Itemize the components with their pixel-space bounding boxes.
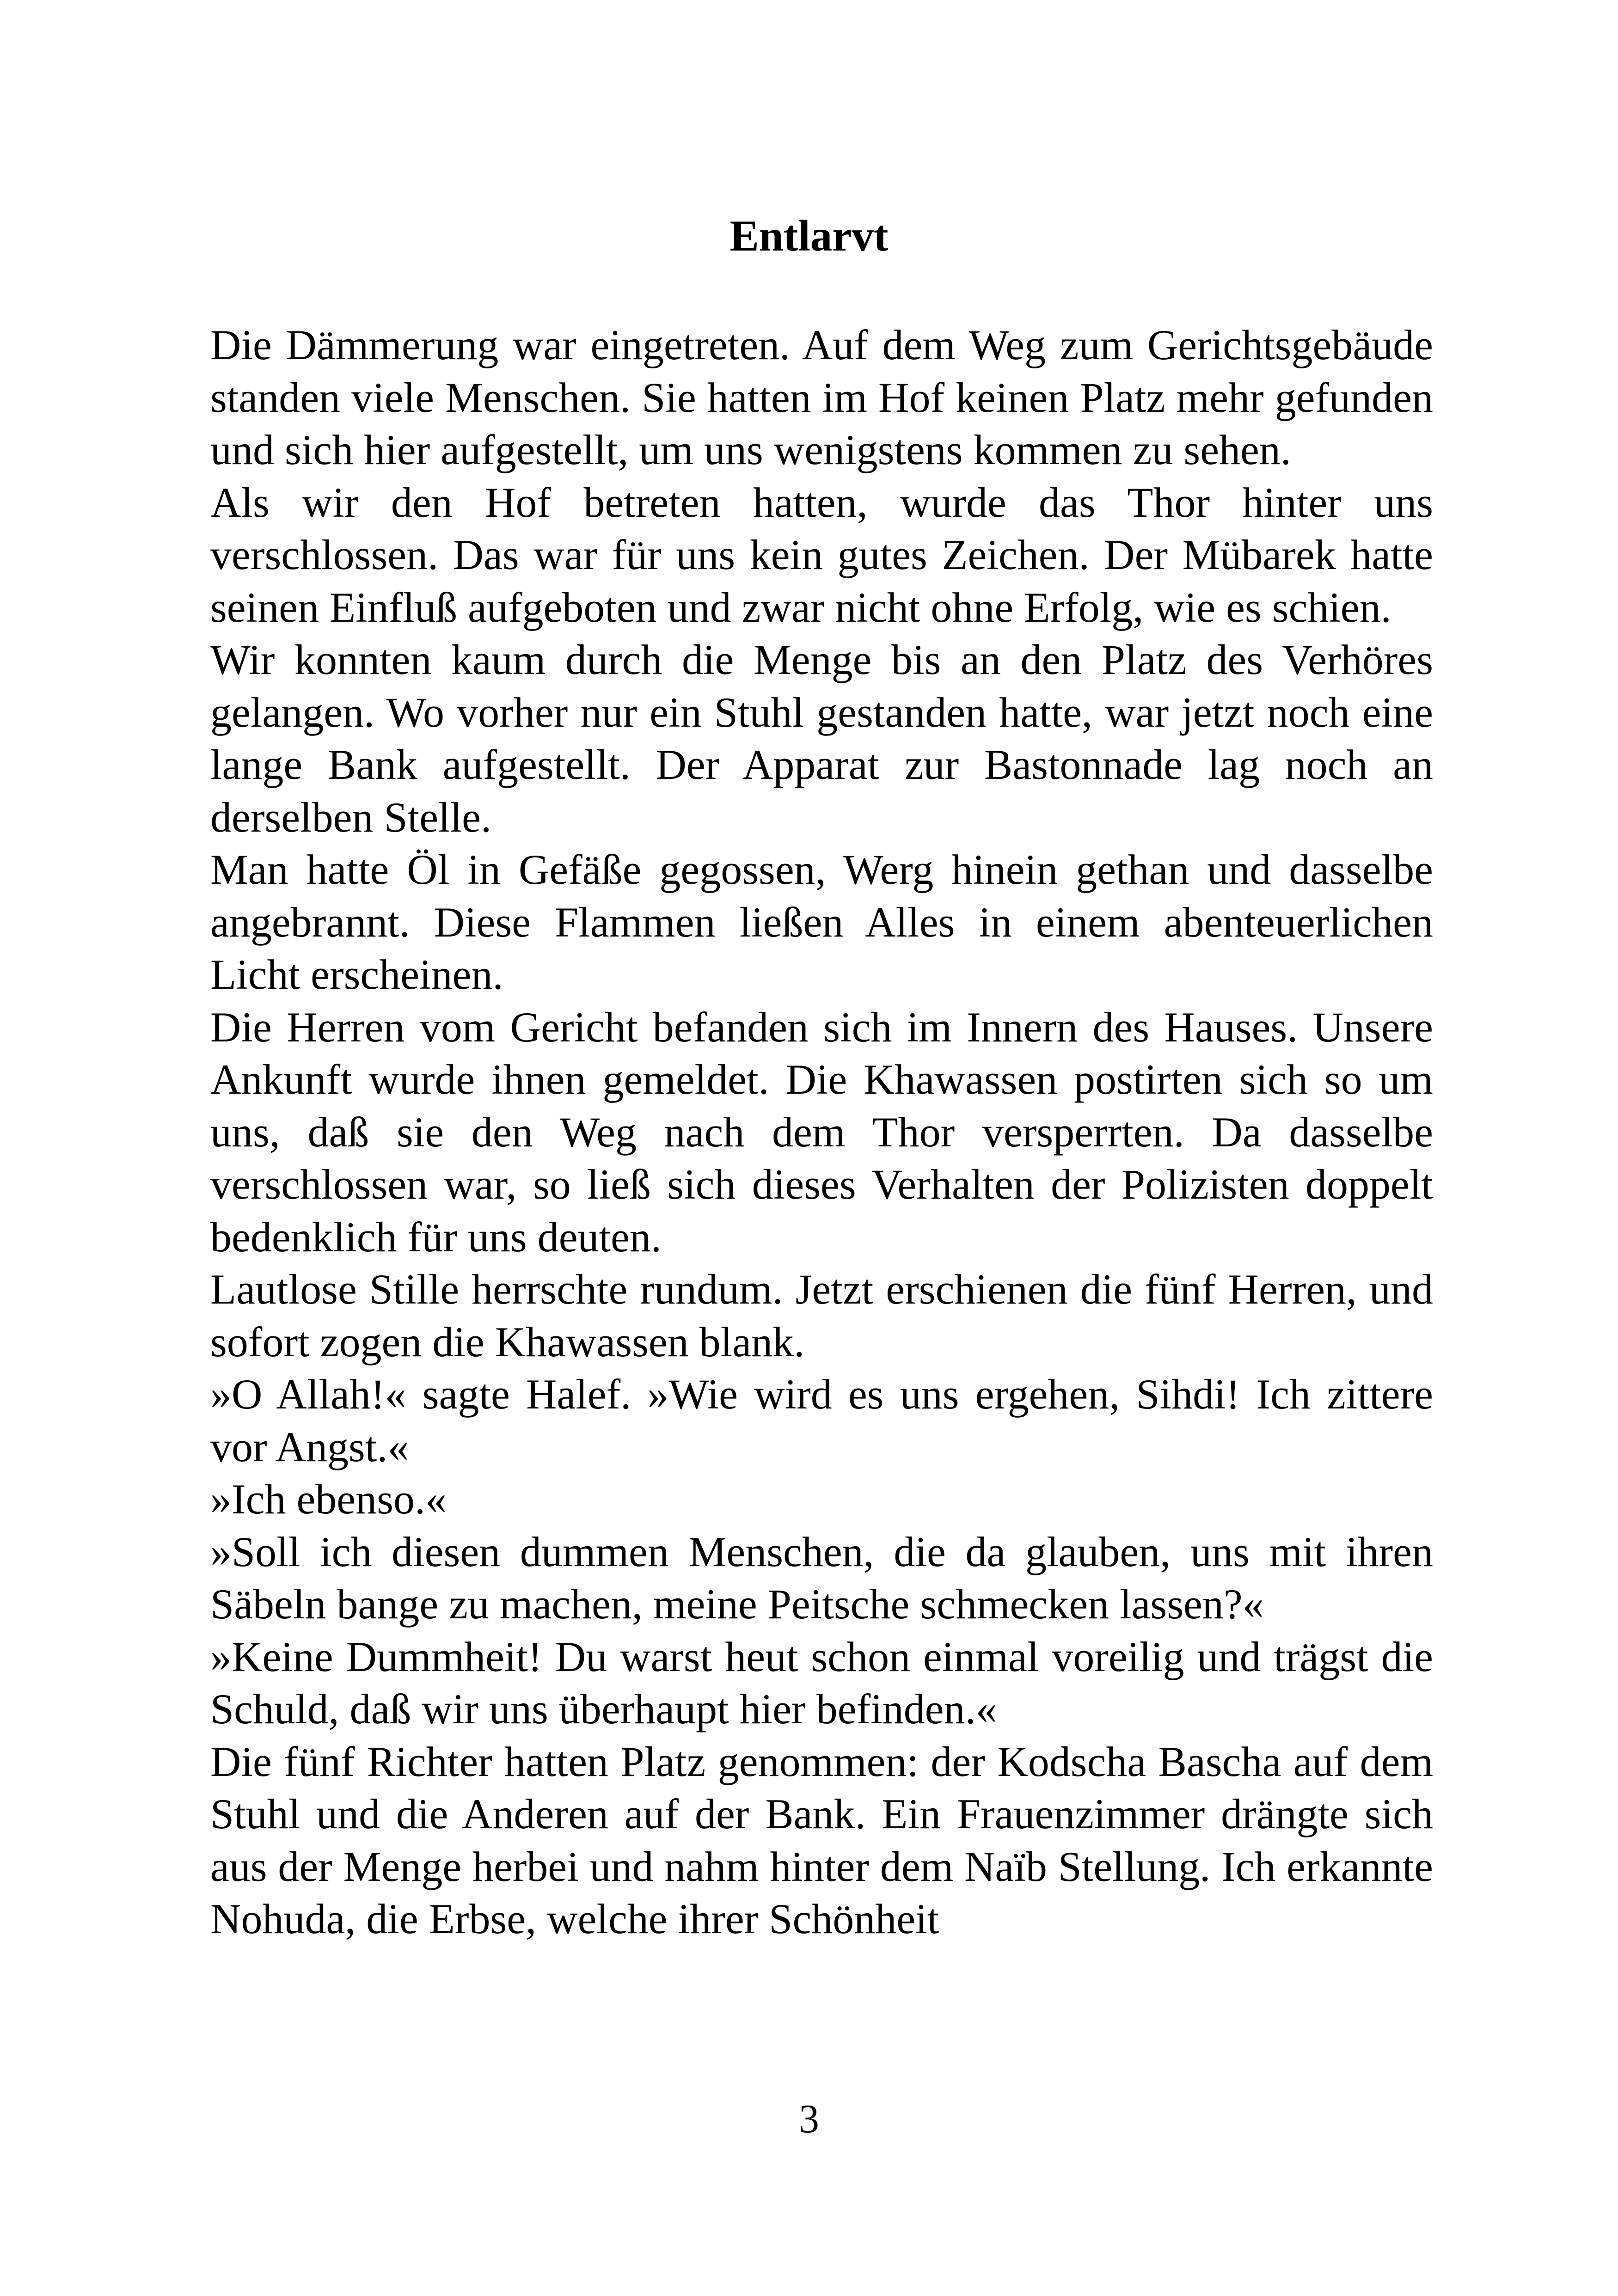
body-text — [210, 319, 1433, 1946]
paragraph: Als wir den Hof betreten hatten, wurde das Thor hinter uns verschlossen. Das war für uns kein gutes Zeichen. Der Mübarek hatte seinen Einfluß aufgeboten und zwar nicht ohne Erfolg, wie es schien. — [210, 478, 1433, 631]
page-number: 3 — [799, 2097, 819, 2142]
paragraph: Die Herren vom Gericht befanden sich im Innern des Hauses. Unsere Ankunft wurde ihnen gemeldet. Die Khawassen postirten sich so um uns, daß sie den Weg nach dem Thor versperrten. Da dasselbe verschlossen war, so ließ sich dieses Verhalten der Polizisten doppelt bedenklich für uns deuten. — [210, 1003, 1433, 1261]
paragraph: Man hatte Öl in Gefäße gegossen, Werg hinein gethan und dasselbe angebrannt. Diese Flammen ließen Alles in einem abenteuerlichen Licht erscheinen. — [210, 846, 1433, 998]
paragraph: Wir konnten kaum durch die Menge bis an den Platz des Verhöres gelangen. Wo vorher nur ein Stuhl gestanden hatte, war jetzt noch eine lange Bank aufgestellt. Der Apparat zur Bastonnade lag noch an derselben Stelle. — [210, 636, 1433, 841]
dialogue-paragraph: »Soll ich diesen dummen Menschen, die da glauben, uns mit ihren Säbeln bange zu machen, meine Peitsche schmecken lassen?« — [210, 1528, 1433, 1628]
paragraph: Die Dämmerung war eingetreten. Auf dem Weg zum Gerichtsgebäude standen viele Menschen. Sie hatten im Hof keinen Platz mehr gefunden und sich hier aufgestellt, um uns wenigstens kommen zu sehen. — [210, 321, 1433, 473]
dialogue-paragraph: »Ich ebenso.« — [210, 1476, 447, 1523]
dialogue-paragraph: »O Allah!« sagte Halef. »Wie wird es uns ergehen, Sihdi! Ich zittere vor Angst.« — [210, 1371, 1433, 1470]
paragraph: Lautlose Stille herrschte rundum. Jetzt erschienen die fünf Herren, und sofort zogen die Khawassen blank. — [210, 1266, 1433, 1365]
paragraph: Die fünf Richter hatten Platz genommen: der Kodscha Bascha auf dem Stuhl und die Anderen auf der Bank. Ein Frauenzimmer drängte sich aus der Menge herbei und nahm hinter dem Naïb Stellung. Ich erkannte Nohuda, die Erbse, welche ihrer Schönheit — [210, 1738, 1433, 1942]
dialogue-paragraph: »Keine Dummheit! Du warst heut schon einmal voreilig und trägst die Schuld, daß wir uns überhaupt hier befinden.« — [210, 1633, 1433, 1733]
chapter-title: Entlarvt — [729, 211, 889, 260]
